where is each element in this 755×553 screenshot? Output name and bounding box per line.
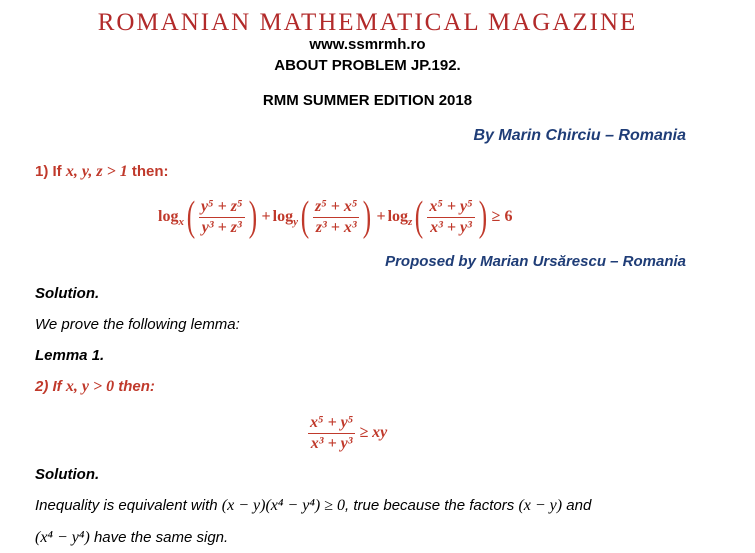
- right-paren: ): [248, 194, 257, 240]
- lemma-fraction-denominator: x³ + y³: [310, 434, 353, 452]
- lemma-fraction: [308, 414, 355, 453]
- log-term-1: $\log_x$: [158, 208, 184, 229]
- fraction-1: [199, 198, 245, 237]
- problem1-formula: [158, 191, 512, 243]
- solution-heading: Solution.: [35, 285, 100, 302]
- log-term-2: $\log_y$: [272, 208, 298, 229]
- problem2-label: 2) If: [35, 378, 66, 395]
- log-term-3: $\log_z$: [387, 208, 413, 229]
- problem2-then: then:: [114, 378, 155, 395]
- fraction-3: [427, 198, 474, 237]
- right-paren: ): [478, 194, 487, 240]
- problem2-statement: [35, 378, 155, 396]
- problem1-statement: [35, 163, 169, 181]
- plus-sign: +: [376, 208, 386, 225]
- factor-2: (x⁴ − y⁴): [35, 529, 90, 546]
- problem1-then: then:: [127, 163, 169, 180]
- factor-1: (x − y): [518, 497, 563, 514]
- left-paren: (: [300, 194, 310, 240]
- website-link[interactable]: www.ssmrmh.ro: [309, 36, 426, 53]
- lemma-rhs: ≥ xy: [359, 424, 388, 441]
- solution-heading-2: Solution.: [35, 466, 100, 483]
- lemma-fraction-numerator: x⁵ + y⁵: [308, 414, 355, 434]
- fraction-1-numerator: y⁵ + z⁵: [199, 198, 245, 218]
- lemma-heading: Lemma 1.: [35, 347, 105, 364]
- solution-line-2: (x⁴ − y⁴) have the same sign.: [35, 529, 229, 546]
- author-line: By Marin Chirciu – Romania: [473, 127, 686, 144]
- plus-sign: +: [261, 208, 271, 225]
- magazine-title: ROMANIAN MATHEMATICAL MAGAZINE: [97, 9, 638, 36]
- fraction-1-denominator: y³ + z³: [201, 218, 242, 236]
- fraction-3-denominator: x³ + y³: [430, 218, 472, 236]
- fraction-2-numerator: z⁵ + x⁵: [313, 198, 359, 218]
- fraction-2-denominator: z³ + x³: [315, 218, 357, 236]
- left-paren: (: [415, 194, 424, 240]
- problem-reference: ABOUT PROBLEM JP.192.: [274, 57, 461, 74]
- fraction-3-numerator: x⁵ + y⁵: [427, 198, 474, 218]
- right-paren: ): [363, 194, 372, 240]
- solution-intro: We prove the following lemma:: [35, 316, 240, 333]
- left-paren: (: [186, 194, 196, 240]
- proposed-by: Proposed by Marian Ursărescu – Romania: [385, 253, 686, 270]
- equivalent-inequality: (x − y)(x⁴ − y⁴) ≥ 0: [221, 497, 345, 514]
- problem2-condition: x, y > 0: [65, 378, 115, 395]
- edition-title: RMM SUMMER EDITION 2018: [262, 92, 473, 109]
- fraction-2: [313, 198, 359, 237]
- solution-line-1: Inequality is equivalent with (x − y)(x⁴ − y⁴) ≥ 0, true because the factors (x − y) and: [35, 497, 592, 514]
- lemma-formula: [307, 411, 387, 455]
- inequality-rhs: ≥ 6: [491, 208, 513, 225]
- problem1-condition: x, y, z > 1: [65, 163, 128, 180]
- problem1-label: 1) If: [35, 163, 66, 180]
